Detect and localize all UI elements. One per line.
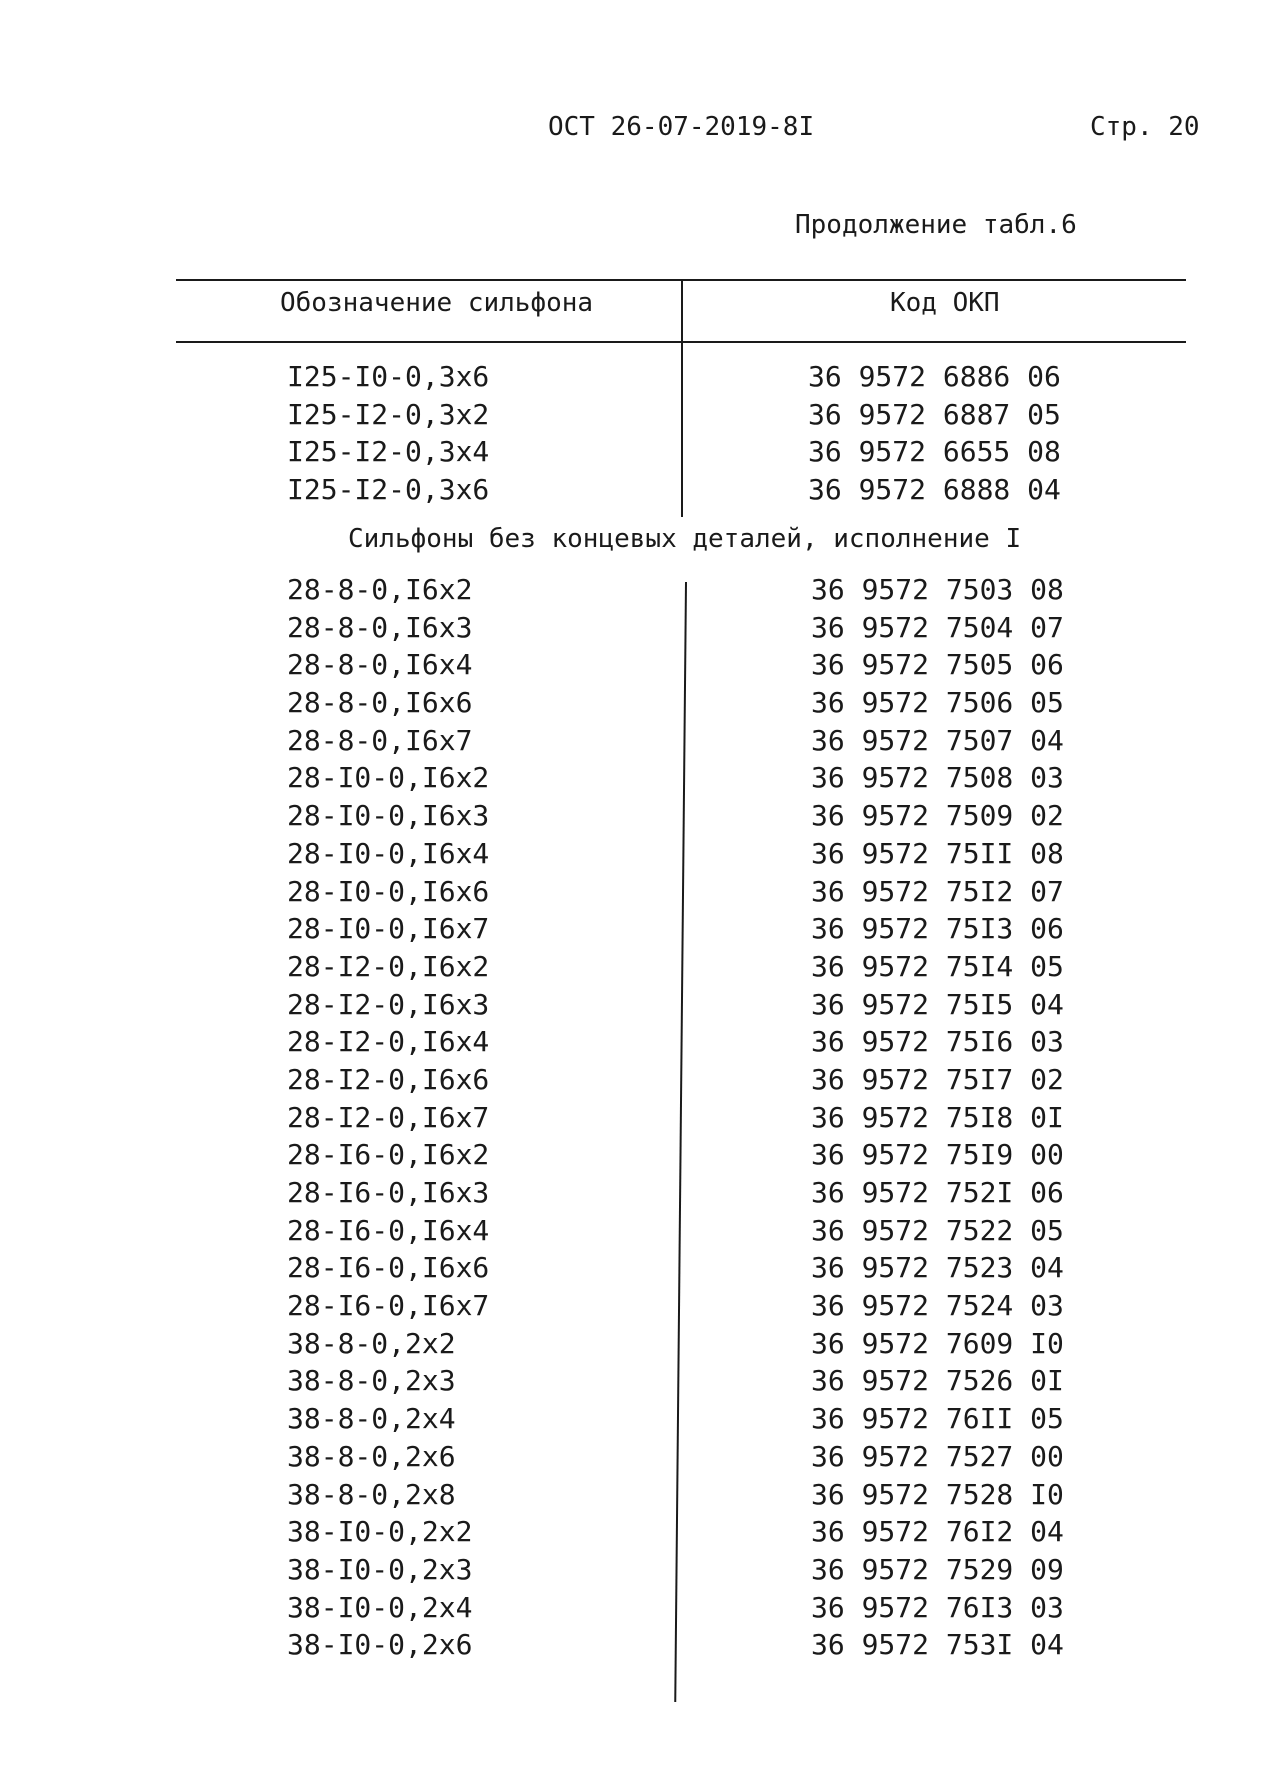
okp-code: 36 9572 753I 04: [811, 1628, 1064, 1662]
section-title: Сильфоны без концевых деталей, исполнение I: [348, 524, 1022, 554]
page-number: Стр. 20: [1090, 112, 1200, 142]
bellows-designation: 28-I2-0,I6x7: [287, 1100, 490, 1134]
okp-code: 36 9572 7508 03: [811, 761, 1064, 795]
bellows-designation: 28-8-0,I6x4: [287, 648, 473, 682]
column-header-designation: Обозначение сильфона: [280, 288, 594, 318]
designation-list-group-1: [287, 358, 489, 509]
bellows-designation: 38-8-0,2x4: [287, 1402, 456, 1436]
bellows-designation: 28-8-0,I6x3: [287, 610, 473, 644]
okp-code: 36 9572 76II 05: [811, 1402, 1064, 1436]
bellows-designation: 28-I0-0,I6x6: [287, 874, 490, 908]
okp-code: 36 9572 75II 08: [811, 836, 1064, 870]
okp-code: 36 9572 7509 02: [811, 799, 1064, 833]
code-list-group-1: [808, 358, 1061, 509]
designation-list-group-2: [287, 571, 489, 1664]
okp-code: 36 9572 7503 08: [811, 573, 1064, 606]
okp-code: 36 9572 6655 08: [808, 435, 1061, 469]
okp-code: 36 9572 75I2 07: [811, 874, 1064, 908]
okp-code: 36 9572 7506 05: [811, 686, 1064, 720]
okp-code: 36 9572 6888 04: [808, 473, 1061, 507]
okp-code: 36 9572 7507 04: [811, 723, 1064, 757]
okp-code: 36 9572 7609 I0: [811, 1326, 1064, 1360]
okp-code: 36 9572 7524 03: [811, 1289, 1064, 1323]
bellows-designation: 28-I0-0,I6x2: [287, 761, 490, 795]
column-divider-upper: [681, 279, 683, 517]
okp-code: 36 9572 75I8 0I: [811, 1100, 1064, 1134]
okp-code: 36 9572 76I3 03: [811, 1590, 1064, 1624]
bellows-designation: 38-8-0,2x2: [287, 1326, 456, 1360]
bellows-designation: 38-I0-0,2x3: [287, 1552, 473, 1586]
okp-code: 36 9572 75I9 00: [811, 1138, 1064, 1172]
bellows-designation: 38-I0-0,2x6: [287, 1628, 473, 1662]
okp-code: 36 9572 7527 00: [811, 1439, 1064, 1473]
bellows-designation: 38-8-0,2x6: [287, 1439, 456, 1473]
bellows-designation: 28-I6-0,I6x7: [287, 1289, 490, 1323]
code-list-group-2: [811, 571, 1064, 1664]
bellows-designation: 28-I2-0,I6x3: [287, 987, 490, 1021]
bellows-designation: 28-8-0,I6x7: [287, 723, 473, 757]
bellows-designation: 28-I2-0,I6x6: [287, 1062, 490, 1096]
bellows-designation: 38-I0-0,2x4: [287, 1590, 473, 1624]
column-divider-lower: [674, 582, 687, 1702]
bellows-designation: 28-8-0,I6x2: [287, 573, 473, 606]
okp-code: 36 9572 7526 0I: [811, 1364, 1064, 1398]
bellows-designation: 38-8-0,2x8: [287, 1477, 456, 1511]
bellows-designation: 28-I0-0,I6x7: [287, 912, 490, 946]
okp-code: 36 9572 75I7 02: [811, 1062, 1064, 1096]
bellows-designation: 28-I6-0,I6x2: [287, 1138, 490, 1172]
okp-code: 36 9572 7529 09: [811, 1552, 1064, 1586]
okp-code: 36 9572 7505 06: [811, 648, 1064, 682]
table-continuation-caption: Продолжение табл.6: [795, 210, 1077, 240]
bellows-designation: I25-I2-0,3x6: [287, 473, 490, 507]
bellows-designation: 28-I0-0,I6x4: [287, 836, 490, 870]
bellows-designation: 28-I2-0,I6x2: [287, 949, 490, 983]
bellows-designation: I25-I2-0,3x2: [287, 397, 490, 431]
bellows-designation: 28-I0-0,I6x3: [287, 799, 490, 833]
okp-code: 36 9572 7504 07: [811, 610, 1064, 644]
document-standard-number: ОСТ 26-07-2019-8I: [548, 112, 815, 142]
okp-code: 36 9572 6887 05: [808, 397, 1061, 431]
bellows-designation: 28-I6-0,I6x6: [287, 1251, 490, 1285]
okp-code: 36 9572 7523 04: [811, 1251, 1064, 1285]
bellows-designation: 28-I6-0,I6x3: [287, 1176, 490, 1209]
bellows-designation: I25-I0-0,3x6: [287, 360, 490, 393]
okp-code: 36 9572 76I2 04: [811, 1515, 1064, 1549]
bellows-designation: 28-I6-0,I6x4: [287, 1213, 490, 1247]
okp-code: 36 9572 75I6 03: [811, 1025, 1064, 1059]
okp-code: 36 9572 7528 I0: [811, 1477, 1064, 1511]
okp-code: 36 9572 75I4 05: [811, 949, 1064, 983]
okp-code: 36 9572 75I3 06: [811, 912, 1064, 946]
bellows-designation: I25-I2-0,3x4: [287, 435, 490, 469]
bellows-designation: 38-I0-0,2x2: [287, 1515, 473, 1549]
okp-code: 36 9572 6886 06: [808, 360, 1061, 393]
okp-code: 36 9572 752I 06: [811, 1176, 1064, 1209]
okp-code: 36 9572 7522 05: [811, 1213, 1064, 1247]
column-header-okp-code: Код ОКП: [890, 288, 1000, 318]
bellows-designation: 38-8-0,2x3: [287, 1364, 456, 1398]
okp-code: 36 9572 75I5 04: [811, 987, 1064, 1021]
bellows-designation: 28-8-0,I6x6: [287, 686, 473, 720]
bellows-designation: 28-I2-0,I6x4: [287, 1025, 490, 1059]
